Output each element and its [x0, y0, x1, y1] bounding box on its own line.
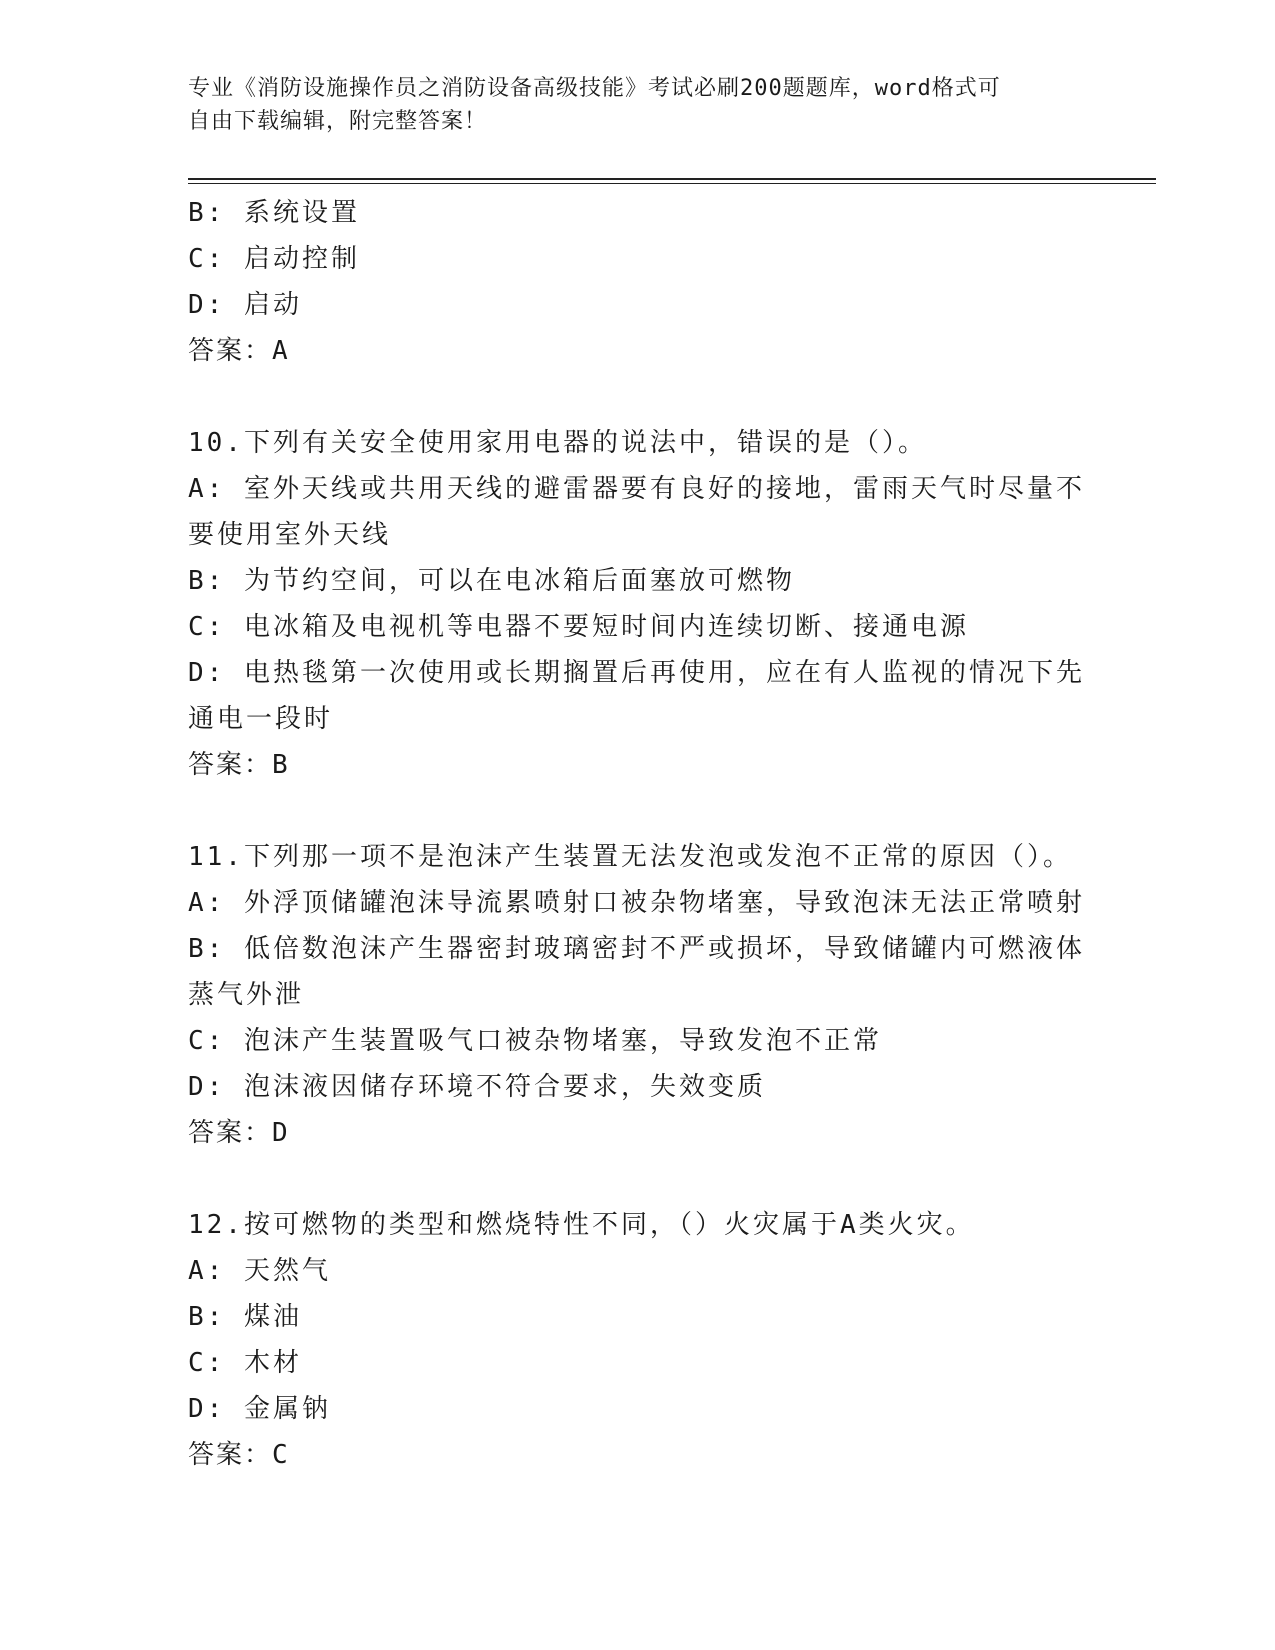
- document-body: [188, 190, 1088, 1478]
- option-d: D: 电热毯第一次使用或长期搁置后再使用，应在有人监视的情况下先: [188, 658, 1085, 688]
- option-b: B: 系统设置: [188, 198, 360, 228]
- option-b: B: 低倍数泡沫产生器密封玻璃密封不严或损坏，导致储罐内可燃液体: [188, 934, 1085, 964]
- option-a: A: 室外天线或共用天线的避雷器要有良好的接地，雷雨天气时尽量不: [188, 474, 1085, 504]
- question-10: [188, 420, 1088, 788]
- question-11: [188, 834, 1088, 1156]
- page-header: [188, 72, 1088, 138]
- option-c: C: 木材: [188, 1348, 302, 1378]
- header-divider-thin: [188, 183, 1156, 184]
- spacer: [188, 788, 1088, 834]
- answer: 答案：D: [188, 1118, 290, 1148]
- option-c: C: 泡沫产生装置吸气口被杂物堵塞，导致发泡不正常: [188, 1026, 882, 1056]
- header-divider: [188, 178, 1156, 180]
- header-title-line-1: 专业《消防设施操作员之消防设备高级技能》考试必刷200题题库，word格式可: [188, 76, 1001, 101]
- question-12: [188, 1202, 1088, 1478]
- spacer: [188, 374, 1088, 420]
- option-b: B: 煤油: [188, 1302, 302, 1332]
- question-stem: 10.下列有关安全使用家用电器的说法中，错误的是（）。: [188, 428, 927, 458]
- option-d: D: 金属钠: [188, 1394, 331, 1424]
- option-a-continued: 要使用室外天线: [188, 520, 392, 550]
- answer: 答案：C: [188, 1440, 290, 1470]
- option-b-continued: 蒸气外泄: [188, 980, 305, 1010]
- option-d: D: 泡沫液因储存环境不符合要求，失效变质: [188, 1072, 766, 1102]
- answer: 答案：B: [188, 750, 290, 780]
- question-stem: 12.按可燃物的类型和燃烧特性不同，（）火灾属于A类火灾。: [188, 1210, 975, 1240]
- option-d-continued: 通电一段时: [188, 704, 334, 734]
- option-c: C: 电冰箱及电视机等电器不要短时间内连续切断、接通电源: [188, 612, 969, 642]
- option-d: D: 启动: [188, 290, 302, 320]
- option-b: B: 为节约空间，可以在电冰箱后面塞放可燃物: [188, 566, 795, 596]
- header-title-line-2: 自由下载编辑，附完整答案！: [188, 109, 488, 134]
- question-stem: 11.下列那一项不是泡沫产生装置无法发泡或发泡不正常的原因（）。: [188, 842, 1072, 872]
- answer: 答案：A: [188, 336, 290, 366]
- option-c: C: 启动控制: [188, 244, 360, 274]
- option-a: A: 天然气: [188, 1256, 331, 1286]
- question-9-tail: [188, 190, 1088, 374]
- spacer: [188, 1156, 1088, 1202]
- option-a: A: 外浮顶储罐泡沫导流累喷射口被杂物堵塞，导致泡沫无法正常喷射: [188, 888, 1085, 918]
